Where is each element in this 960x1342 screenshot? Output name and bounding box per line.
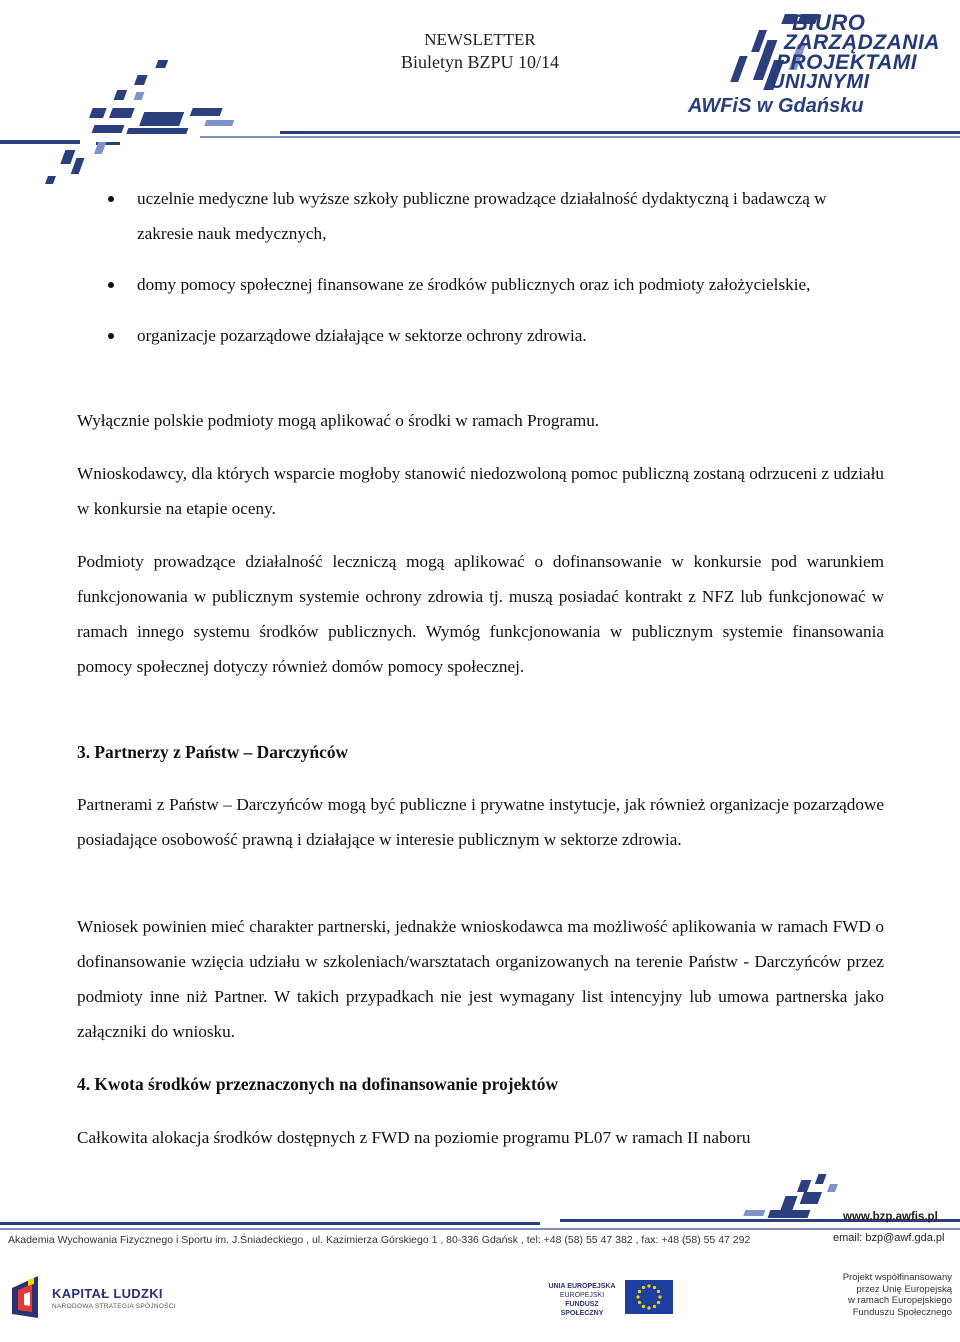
eu-label: UNIA EUROPEJSKA EUROPEJSKI FUNDUSZ SPOŁECZNY [548,1283,616,1317]
logo-line-1: BIURO [792,10,866,35]
footer-stripes-graphic [0,1170,960,1260]
newsletter-label: NEWSLETTER [424,30,536,49]
esf-cofinancing-note: Projekt współfinansowany przez Unię Europejską w ramach Europejskiego Funduszu Społecznego [842,1272,952,1318]
paragraph: Całkowita alokacja środków dostępnych z FWD na poziomie programu PL07 w ramach II naboru [77,1128,751,1147]
eu-flag-icon [625,1280,673,1314]
list-item: uczelnie medyczne lub wyższe szkoły publiczne prowadzące działalność dydaktyczną i badawczą w zakresie nauk medycznych, [77,181,884,251]
paragraph: Wniosek powinien mieć charakter partnerski, jednakże wnioskodawca ma możliwość aplikowania w ramach FWD o dofinansowanie wzięcia udziału w szkoleniach/warsztatach organizowanych na terenie Państw - Darczyńców przez podmioty inne niż Partner. W takich przypadkach nie jest wymagany list intencyjny lub umowa partnerska jako załączniki do wniosku. [77,917,884,1041]
eligible-entities-list [77,181,884,369]
kapital-ludzki-subtitle: NARODOWA STRATEGIA SPÓJNOŚCI [52,1303,176,1310]
list-item: organizacje pozarządowe działające w sektorze ochrony zdrowia. [77,318,884,353]
footer-email-link[interactable]: email: bzp@awf.gda.pl [833,1232,945,1244]
bullet-icon [108,196,114,202]
section-heading: 3. Partnerzy z Państw – Darczyńców [77,742,349,762]
logo-line-2: ZARZĄDZANIA [784,31,940,54]
footer-website-link[interactable]: www.bzp.awfis.pl [843,1211,938,1223]
paragraph: Wyłącznie polskie podmioty mogą aplikować o środki w ramach Programu. [77,411,600,430]
bulletin-title: Biuletyn BZPU 10/14 [400,52,559,72]
bullet-icon [108,282,114,288]
kapital-ludzki-name: KAPITAŁ LUDZKI [52,1286,163,1301]
paragraph: Wnioskodawcy, dla których wsparcie mogłoby stanowić niedozwoloną pomoc publiczną zostaną odrzuceni z udziału w konkursie na etapie oceny. [77,464,884,518]
section-heading: 4. Kwota środków przeznaczonych na dofinansowanie projektów [77,1074,559,1094]
logo-line-4: UNIJNYMI [770,71,870,93]
footer-address: Akademia Wychowania Fizycznego i Sportu im. J.Śniadeckiego , ul. Kazimierza Górskiego 1 , 80-336 Gdańsk , tel: +48 (58) 55 47 382 , fax: +48 (58) 55 47 292 [8,1234,751,1246]
paragraph: Partnerami z Państw – Darczyńców mogą być publiczne i prywatne instytucje, jak również organizacje pozarządowe posiadające osobowość prawną i działające w interesie publicznym w sektorze zdrowia. [77,795,884,849]
logo-awfis: AWFiS w Gdańsku [688,95,864,117]
bullet-icon [108,333,114,339]
list-item: domy pomocy społecznej finansowane ze środków publicznych oraz ich podmioty założycielskie, [77,267,884,302]
logo-line-3: PROJEKTAMI [776,51,918,74]
kapital-ludzki-logo-icon [8,1270,46,1322]
paragraph: Podmioty prowadzące działalność leczniczą mogą aplikować o dofinansowanie w konkursie pod warunkiem funkcjonowania w publicznym systemie ochrony zdrowia tj. muszą posiadać kontrakt z NFZ lub funkcjonować w ramach innego systemu środków publicznych. Wymóg funkcjonowania w publicznym systemie finansowania pomocy społecznej dotyczy również domów pomocy społecznej. [77,552,884,676]
